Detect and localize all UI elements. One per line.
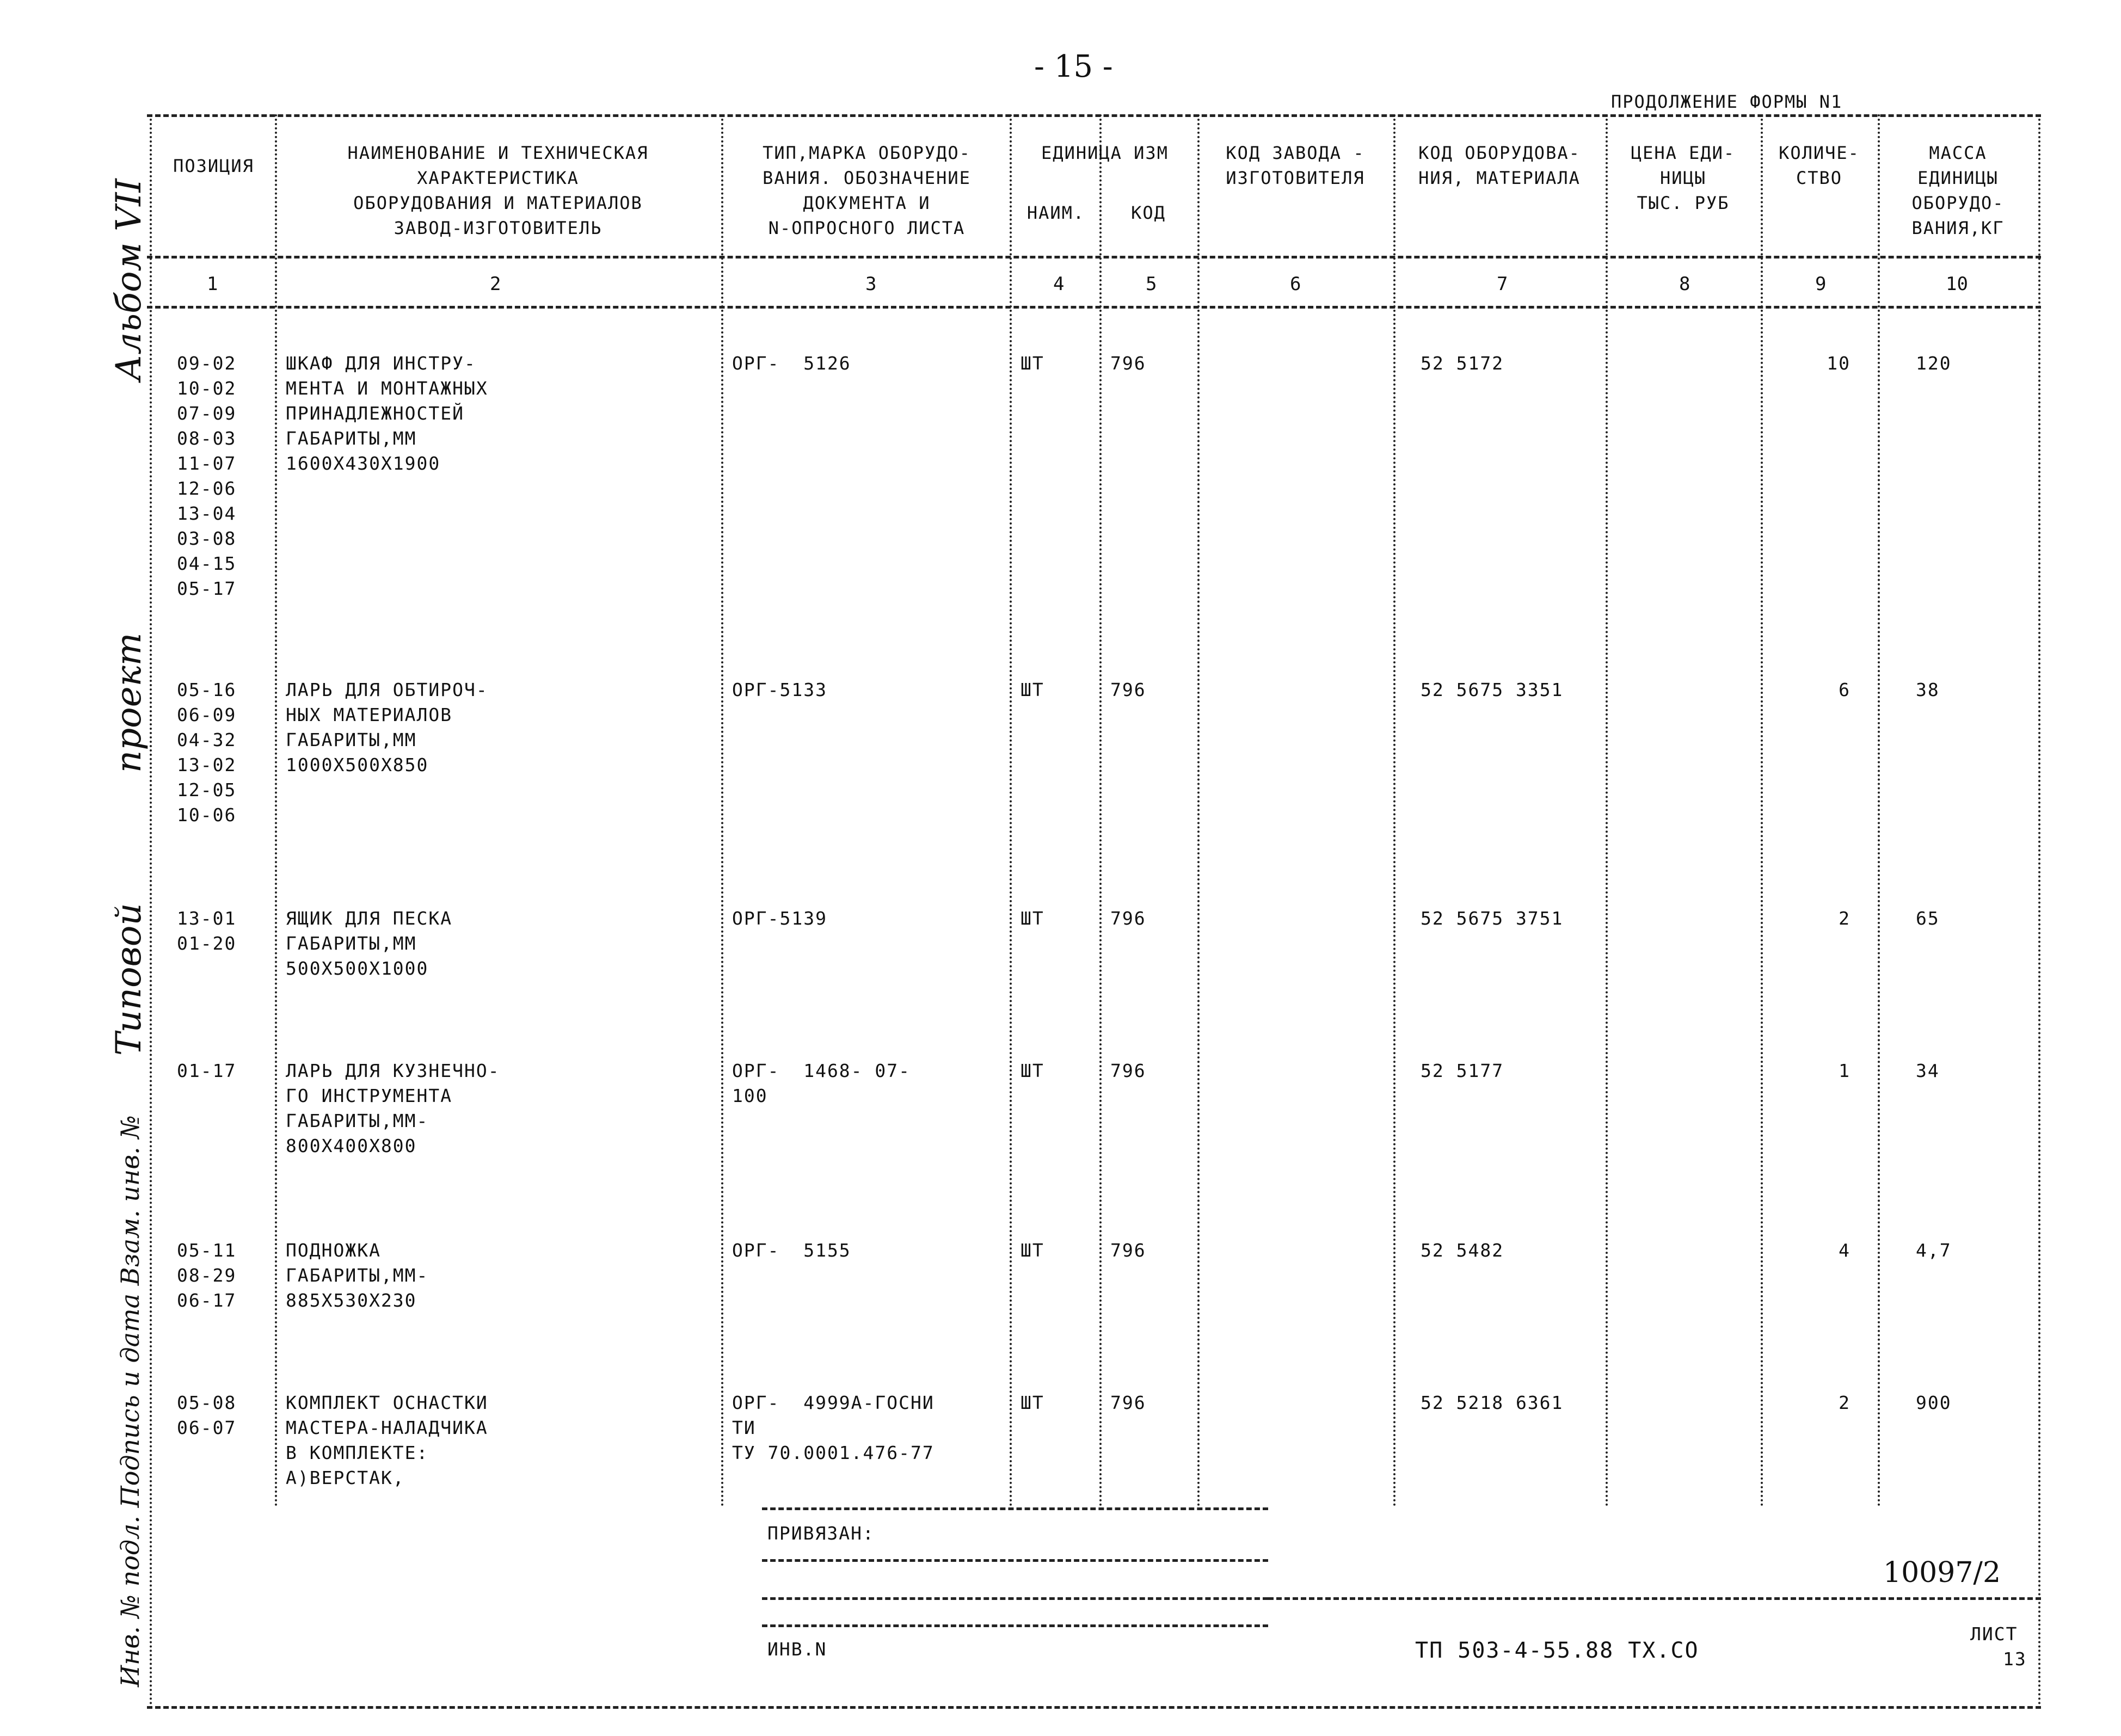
row-quantity: 10 [1827, 353, 1851, 374]
row-positions: 13-01 01-20 [177, 908, 237, 954]
row-name: ЛАРЬ ДЛЯ ОБТИРОЧ- НЫХ МАТЕРИАЛОВ ГАБАРИТЫ,ММ 1000Х500Х850 [286, 679, 488, 775]
row-quantity: 2 [1839, 1392, 1851, 1413]
row-type: ОРГ- 5155 [732, 1240, 851, 1261]
column-number: 9 [1815, 273, 1827, 295]
page-number: - 15 - [1034, 49, 1113, 84]
sheet-label: ЛИСТ [1970, 1623, 2018, 1645]
column-numbers-rule [147, 306, 2041, 309]
col-sep [1010, 114, 1012, 1507]
header-name: НАИМЕНОВАНИЕ И ТЕХНИЧЕСКАЯ ХАРАКТЕРИСТИКА ОБОРУДОВАНИЯ И МАТЕРИАЛОВ ЗАВОД-ИЗГОТОВИТЕЛЬ [347, 143, 649, 238]
row-mass: 65 [1916, 908, 1940, 929]
header-quantity: КОЛИЧЕ- СТВО [1779, 143, 1860, 188]
row-quantity: 2 [1839, 908, 1851, 929]
row-type: ОРГ- 5126 [732, 353, 851, 374]
title-block-stamp [762, 1507, 1268, 1671]
header-position: ПОЗИЦИЯ [173, 156, 254, 176]
row-unit-code: 796 [1110, 1060, 1146, 1081]
column-number: 7 [1497, 273, 1508, 295]
col-sep [275, 114, 277, 1507]
col-sep [1761, 114, 1763, 1507]
col-sep [1197, 114, 1200, 1507]
table-bottom-rule [147, 1706, 2041, 1709]
column-number: 5 [1146, 273, 1157, 295]
row-unit: ШТ [1020, 1240, 1044, 1261]
sheet-number: 13 [2003, 1648, 2027, 1670]
stamp-rule [1268, 1597, 2041, 1600]
header-price: ЦЕНА ЕДИ- НИЦЫ ТЫС. РУБ [1631, 143, 1736, 213]
row-name: КОМПЛЕКТ ОСНАСТКИ МАСТЕРА-НАЛАДЧИКА В КОМПЛЕКТЕ: А)ВЕРСТАК, [286, 1392, 488, 1488]
row-unit-code: 796 [1110, 908, 1146, 929]
row-type: ОРГ-5139 [732, 908, 827, 929]
header-factory-code: КОД ЗАВОДА - ИЗГОТОВИТЕЛЯ [1226, 143, 1365, 188]
row-positions: 09-02 10-02 07-09 08-03 11-07 12-06 13-04 03-08 04-15 05-17 [177, 353, 237, 599]
continuation-label: ПРОДОЛЖЕНИЕ ФОРМЫ N1 [1611, 91, 1843, 112]
column-number: 3 [865, 273, 877, 295]
header-unit-code: КОД [1131, 202, 1166, 223]
row-equipment-code: 52 5177 [1421, 1060, 1504, 1081]
row-type: ОРГ-5133 [732, 679, 827, 700]
row-positions: 01-17 [177, 1060, 237, 1081]
row-type: ОРГ- 1468- 07- 100 [732, 1060, 911, 1106]
stamp-rule [762, 1507, 1268, 1510]
table-top-rule [147, 114, 2041, 117]
col-sep [721, 114, 723, 1507]
header-unit: ЕДИНИЦА ИЗМ [1041, 143, 1169, 163]
col-sep [1099, 114, 1102, 1507]
row-equipment-code: 52 5675 3751 [1421, 908, 1564, 929]
row-name: ЯЩИК ДЛЯ ПЕСКА ГАБАРИТЫ,ММ 500Х500Х1000 [286, 908, 453, 979]
row-equipment-code: 52 5218 6361 [1421, 1392, 1564, 1413]
row-equipment-code: 52 5675 3351 [1421, 679, 1564, 700]
row-name: ПОДНОЖКА ГАБАРИТЫ,ММ- 885Х530Х230 [286, 1240, 429, 1311]
column-number: 2 [490, 273, 501, 295]
document-code: ТП 503-4-55.88 ТХ.СО [1415, 1638, 1699, 1663]
row-mass: 38 [1916, 679, 1940, 700]
header-bottom-rule [147, 256, 2041, 258]
column-number: 1 [207, 273, 218, 295]
column-number: 4 [1053, 273, 1065, 295]
col-sep [1393, 114, 1395, 1507]
row-unit: ШТ [1020, 908, 1044, 929]
row-unit: ШТ [1020, 1392, 1044, 1413]
row-name: ЛАРЬ ДЛЯ КУЗНЕЧНО- ГО ИНСТРУМЕНТА ГАБАРИТЫ,ММ- 800Х400Х800 [286, 1060, 500, 1156]
row-unit: ШТ [1020, 1060, 1044, 1081]
stamp-rule [762, 1559, 1268, 1562]
header-unit-name: НАИМ. [1026, 202, 1085, 223]
header-mass: МАССА ЕДИНИЦЫ ОБОРУДО- ВАНИЯ,КГ [1911, 143, 2005, 238]
row-quantity: 1 [1839, 1060, 1851, 1081]
side-note-typical: Типовой [109, 903, 149, 1056]
row-unit-code: 796 [1110, 1392, 1146, 1413]
row-quantity: 4 [1839, 1240, 1851, 1261]
row-equipment-code: 52 5482 [1421, 1240, 1504, 1261]
row-unit: ШТ [1020, 679, 1044, 700]
row-mass: 34 [1916, 1060, 1940, 1081]
header-type: ТИП,МАРКА ОБОРУДО- ВАНИЯ. ОБОЗНАЧЕНИЕ ДОКУМЕНТА И N-ОПРОСНОГО ЛИСТА [763, 143, 971, 238]
row-mass: 900 [1916, 1392, 1952, 1413]
col-sep [1878, 114, 1880, 1507]
row-positions: 05-08 06-07 [177, 1392, 237, 1438]
column-number: 10 [1946, 273, 1968, 295]
row-mass: 4,7 [1916, 1240, 1952, 1261]
column-number: 6 [1290, 273, 1301, 295]
row-equipment-code: 52 5172 [1421, 353, 1504, 374]
side-note-album: Альбом VII [109, 178, 149, 381]
inventory-label: ИНВ.N [767, 1639, 827, 1660]
row-unit-code: 796 [1110, 353, 1146, 374]
side-note-project: проект [109, 632, 149, 773]
stamp-rule [762, 1597, 1268, 1600]
archive-number: 10097/2 [1883, 1556, 2001, 1589]
stamp-rule [762, 1624, 1268, 1627]
attached-label: ПРИВЯЗАН: [767, 1523, 875, 1544]
row-positions: 05-16 06-09 04-32 13-02 12-05 10-06 [177, 679, 237, 826]
row-name: ШКАФ ДЛЯ ИНСТРУ- МЕНТА И МОНТАЖНЫХ ПРИНАДЛЕЖНОСТЕЙ ГАБАРИТЫ,ММ 1600Х430Х1900 [286, 353, 488, 474]
header-equipment-code: КОД ОБОРУДОВА- НИЯ, МАТЕРИАЛА [1418, 143, 1581, 188]
row-unit-code: 796 [1110, 1240, 1146, 1261]
row-quantity: 6 [1839, 679, 1851, 700]
col-sep [2038, 114, 2040, 1706]
row-type: ОРГ- 4999А-ГОСНИ ТИ ТУ 70.0001.476-77 [732, 1392, 935, 1463]
row-unit: ШТ [1020, 353, 1044, 374]
side-note-signature: Инв. № подл. Подпись и дата Взам. инв. № [115, 1115, 145, 1687]
column-number: 8 [1679, 273, 1690, 295]
row-positions: 05-11 08-29 06-17 [177, 1240, 237, 1311]
col-sep [1606, 114, 1608, 1507]
row-mass: 120 [1916, 353, 1952, 374]
row-unit-code: 796 [1110, 679, 1146, 700]
col-sep [150, 114, 152, 1706]
